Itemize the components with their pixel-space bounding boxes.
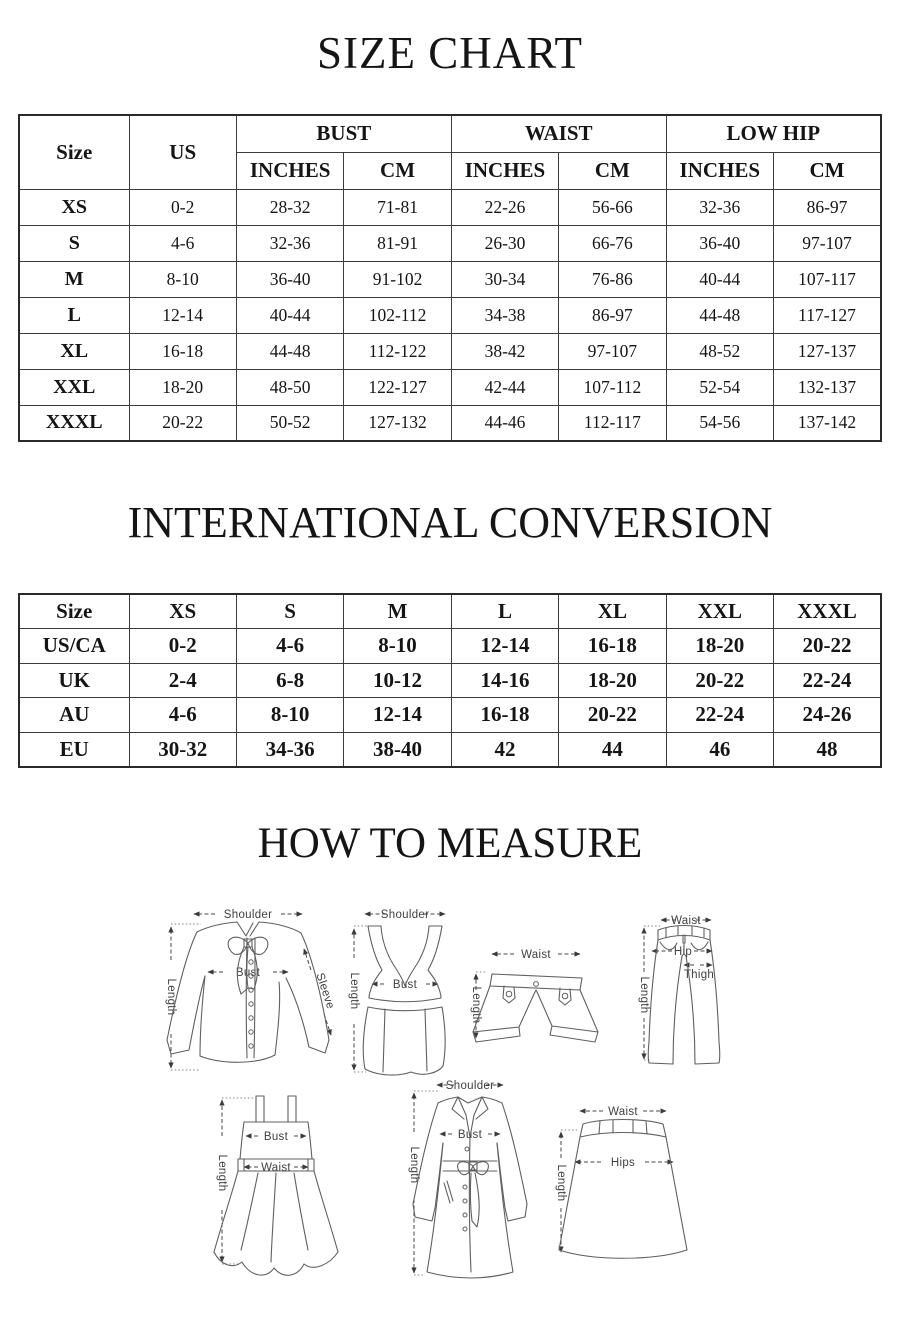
size-chart-cell: 44-46 — [451, 405, 558, 441]
conversion-cell: 44 — [559, 732, 666, 767]
skirt-figure — [555, 1106, 687, 1258]
size-chart-corner-header: Size — [19, 115, 129, 189]
conversion-size-header: M — [344, 594, 451, 629]
conversion-cell: 6-8 — [236, 663, 343, 698]
size-chart-cell: 36-40 — [666, 225, 773, 261]
size-chart-cell: 18-20 — [129, 369, 236, 405]
conversion-cell: 14-16 — [451, 663, 558, 698]
how-to-measure-figures — [0, 874, 900, 1299]
blouse-bust-label: Bust — [235, 966, 261, 979]
size-chart-cell: 86-97 — [559, 297, 666, 333]
size-chart-cell: 54-56 — [666, 405, 773, 441]
pants-waist-label: Waist — [671, 914, 701, 927]
measure-title: HOW TO MEASURE — [257, 819, 643, 867]
size-chart-size-label: XXXL — [19, 405, 129, 441]
conversion-size-header: S — [236, 594, 343, 629]
blouse-length-label: Length — [165, 978, 177, 1015]
skirt-hips-label: Hips — [610, 1156, 636, 1169]
conversion-cell: 2-4 — [129, 663, 236, 698]
conversion-cell: 12-14 — [344, 698, 451, 733]
conversion-size-header: XL — [559, 594, 666, 629]
conversion-cell: 22-24 — [774, 663, 881, 698]
conversion-region-label: EU — [19, 732, 129, 767]
size-chart-cell: 107-112 — [559, 369, 666, 405]
pants-figure — [638, 915, 720, 1064]
size-chart-cell: 36-40 — [236, 261, 343, 297]
conversion-cell: 16-18 — [559, 629, 666, 664]
size-chart-row — [19, 261, 881, 297]
tank-top-length-label: Length — [348, 972, 360, 1009]
size-chart-row — [19, 189, 881, 225]
size-chart-cell: 26-30 — [451, 225, 558, 261]
size-chart-cell: 56-66 — [559, 189, 666, 225]
size-chart-cell: 48-50 — [236, 369, 343, 405]
shorts-figure — [470, 949, 598, 1042]
size-chart-size-label: XL — [19, 333, 129, 369]
size-chart-size-label: M — [19, 261, 129, 297]
size-chart-group-header-waist: WAIST — [451, 115, 666, 152]
size-chart-cell: 44-48 — [236, 333, 343, 369]
size-chart-row — [19, 333, 881, 369]
pants-hip-label: Hip — [673, 945, 693, 958]
conversion-body — [19, 629, 881, 767]
size-chart-unit-header: INCHES — [451, 152, 558, 189]
size-chart-unit-header: CM — [559, 152, 666, 189]
size-chart-row — [19, 297, 881, 333]
conversion-cell: 46 — [666, 732, 773, 767]
size-guide-page — [0, 26, 900, 1299]
conversion-cell: 38-40 — [344, 732, 451, 767]
size-chart-table — [18, 114, 882, 442]
tank-top-shoulder-label: Shoulder — [380, 908, 430, 921]
size-chart-cell: 12-14 — [129, 297, 236, 333]
conversion-cell: 8-10 — [344, 629, 451, 664]
conversion-size-header: XXL — [666, 594, 773, 629]
tank-top-figure — [348, 909, 445, 1075]
conversion-table — [18, 593, 882, 768]
size-chart-unit-header: CM — [344, 152, 451, 189]
blouse-sleeve-label: Sleeve — [313, 971, 337, 1011]
size-chart-group-header-low-hip: LOW HIP — [666, 115, 881, 152]
size-chart-cell: 32-36 — [236, 225, 343, 261]
conversion-size-header: L — [451, 594, 558, 629]
size-chart-cell: 122-127 — [344, 369, 451, 405]
size-chart-cell: 112-122 — [344, 333, 451, 369]
conversion-cell: 22-24 — [666, 698, 773, 733]
conversion-cell: 20-22 — [774, 629, 881, 664]
conversion-region-label: US/CA — [19, 629, 129, 664]
conversion-region-label: UK — [19, 663, 129, 698]
pants-length-label: Length — [638, 976, 650, 1013]
size-chart-cell: 0-2 — [129, 189, 236, 225]
conversion-cell: 16-18 — [451, 698, 558, 733]
size-chart-cell: 112-117 — [559, 405, 666, 441]
conversion-cell: 12-14 — [451, 629, 558, 664]
conversion-size-header: XXXL — [774, 594, 881, 629]
conversion-region-label: AU — [19, 698, 129, 733]
dress-length-label: Length — [216, 1154, 228, 1191]
shorts-length-label: Length — [470, 986, 482, 1023]
size-chart-cell: 127-137 — [774, 333, 881, 369]
size-chart-cell: 34-38 — [451, 297, 558, 333]
size-chart-cell: 40-44 — [236, 297, 343, 333]
skirt-length-label: Length — [555, 1164, 567, 1201]
size-chart-cell: 91-102 — [344, 261, 451, 297]
dress-figure — [214, 1096, 338, 1275]
size-chart-body — [19, 189, 881, 441]
size-chart-cell: 81-91 — [344, 225, 451, 261]
conversion-cell: 24-26 — [774, 698, 881, 733]
conversion-row — [19, 732, 881, 767]
size-chart-cell: 48-52 — [666, 333, 773, 369]
size-chart-cell: 8-10 — [129, 261, 236, 297]
size-chart-cell: 117-127 — [774, 297, 881, 333]
conversion-size-header: XS — [129, 594, 236, 629]
size-chart-cell: 107-117 — [774, 261, 881, 297]
size-chart-cell: 28-32 — [236, 189, 343, 225]
conversion-cell: 34-36 — [236, 732, 343, 767]
size-chart-row — [19, 225, 881, 261]
coat-figure — [408, 1080, 527, 1278]
conversion-cell: 42 — [451, 732, 558, 767]
size-chart-cell: 52-54 — [666, 369, 773, 405]
conversion-cell: 18-20 — [666, 629, 773, 664]
size-chart-cell: 32-36 — [666, 189, 773, 225]
size-chart-cell: 132-137 — [774, 369, 881, 405]
size-chart-size-label: XXL — [19, 369, 129, 405]
dress-bust-label: Bust — [263, 1130, 289, 1143]
coat-length-label: Length — [408, 1146, 420, 1183]
size-chart-cell: 97-107 — [774, 225, 881, 261]
conversion-cell: 20-22 — [666, 663, 773, 698]
size-chart-size-label: XS — [19, 189, 129, 225]
size-chart-cell: 97-107 — [559, 333, 666, 369]
size-chart-unit-header: INCHES — [236, 152, 343, 189]
conversion-cell: 48 — [774, 732, 881, 767]
size-chart-size-label: L — [19, 297, 129, 333]
size-chart-group-header-bust: BUST — [236, 115, 451, 152]
size-chart-cell: 16-18 — [129, 333, 236, 369]
dress-waist-label: Waist — [261, 1161, 291, 1174]
pants-thigh-label: Thigh — [683, 968, 715, 981]
size-chart-title: SIZE CHART — [316, 28, 584, 78]
conversion-row — [19, 629, 881, 664]
size-chart-cell: 137-142 — [774, 405, 881, 441]
conversion-cell: 20-22 — [559, 698, 666, 733]
blouse-shoulder-label: Shoulder — [223, 908, 273, 921]
size-chart-row — [19, 369, 881, 405]
conversion-cell: 18-20 — [559, 663, 666, 698]
size-chart-cell: 50-52 — [236, 405, 343, 441]
size-chart-cell: 44-48 — [666, 297, 773, 333]
size-chart-cell: 76-86 — [559, 261, 666, 297]
size-chart-cell: 40-44 — [666, 261, 773, 297]
size-chart-cell: 71-81 — [344, 189, 451, 225]
size-chart-cell: 4-6 — [129, 225, 236, 261]
coat-bust-label: Bust — [457, 1128, 483, 1141]
conversion-cell: 8-10 — [236, 698, 343, 733]
conversion-row — [19, 698, 881, 733]
size-chart-row — [19, 405, 881, 441]
size-chart-cell: 42-44 — [451, 369, 558, 405]
size-chart-header — [19, 115, 881, 189]
size-chart-us-header: US — [129, 115, 236, 189]
conversion-header — [19, 594, 881, 629]
size-chart-cell: 20-22 — [129, 405, 236, 441]
conversion-cell: 0-2 — [129, 629, 236, 664]
coat-shoulder-label: Shoulder — [445, 1079, 495, 1092]
size-chart-cell: 127-132 — [344, 405, 451, 441]
conversion-corner-header: Size — [19, 594, 129, 629]
conversion-title: INTERNATIONAL CONVERSION — [127, 498, 773, 547]
conversion-cell: 4-6 — [129, 698, 236, 733]
size-chart-cell: 102-112 — [344, 297, 451, 333]
shorts-waist-label: Waist — [521, 948, 551, 961]
conversion-row — [19, 663, 881, 698]
size-chart-cell: 30-34 — [451, 261, 558, 297]
tank-top-bust-label: Bust — [392, 978, 418, 991]
conversion-cell: 4-6 — [236, 629, 343, 664]
size-chart-size-label: S — [19, 225, 129, 261]
conversion-cell: 30-32 — [129, 732, 236, 767]
conversion-cell: 10-12 — [344, 663, 451, 698]
size-chart-unit-header: CM — [774, 152, 881, 189]
size-chart-cell: 86-97 — [774, 189, 881, 225]
size-chart-cell: 22-26 — [451, 189, 558, 225]
size-chart-unit-header: INCHES — [666, 152, 773, 189]
blouse-figure — [165, 909, 336, 1070]
size-chart-cell: 66-76 — [559, 225, 666, 261]
size-chart-cell: 38-42 — [451, 333, 558, 369]
skirt-waist-label: Waist — [608, 1105, 638, 1118]
